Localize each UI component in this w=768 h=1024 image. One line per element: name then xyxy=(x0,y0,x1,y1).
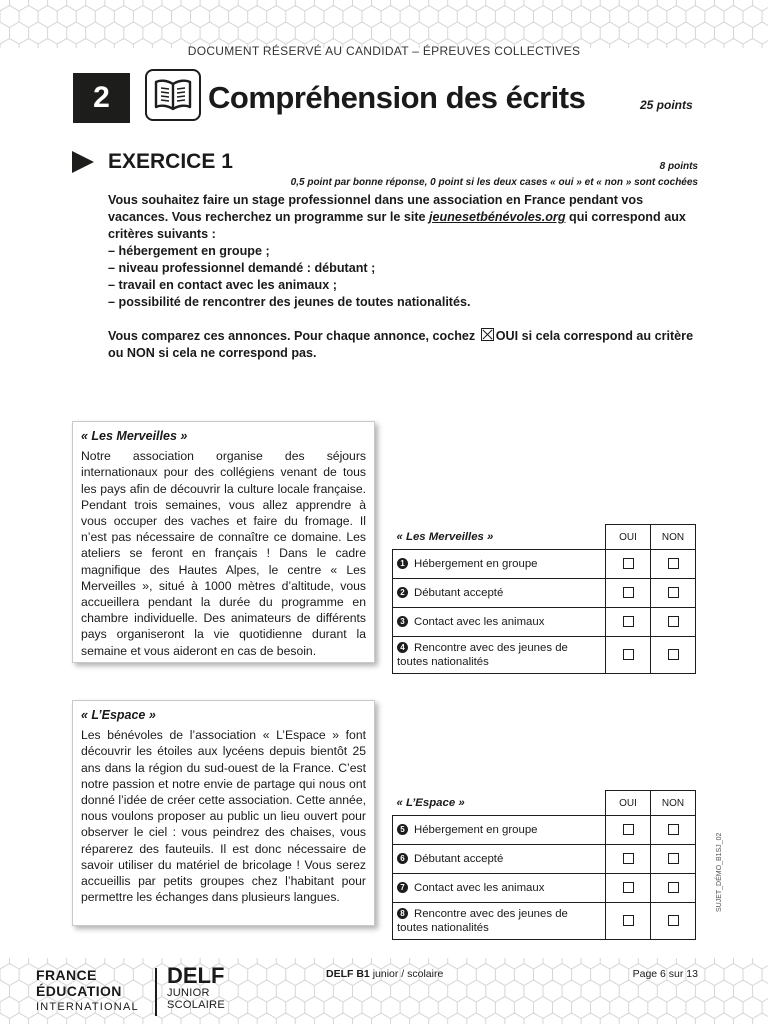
criterion-cell xyxy=(393,608,606,637)
delf-title: DELF xyxy=(167,963,225,988)
criterion-label: Débutant accepté xyxy=(414,853,504,865)
non-checkbox[interactable] xyxy=(668,558,679,569)
oui-checkbox[interactable] xyxy=(623,853,634,864)
oui-checkbox[interactable] xyxy=(623,558,634,569)
non-checkbox[interactable] xyxy=(668,587,679,598)
open-book-icon xyxy=(145,69,201,121)
table-row xyxy=(393,637,696,674)
number-badge: 6 xyxy=(397,853,408,864)
column-header-non: NON xyxy=(651,525,696,550)
logo-line: ÉDUCATION xyxy=(36,983,122,999)
non-checkbox[interactable] xyxy=(668,853,679,864)
criterion-cell xyxy=(393,637,606,674)
column-header-oui: OUI xyxy=(606,525,651,550)
column-header-non: NON xyxy=(651,791,696,816)
oui-checkbox[interactable] xyxy=(623,824,634,835)
oui-cell xyxy=(606,637,651,674)
oui-cell xyxy=(606,608,651,637)
oui-cell xyxy=(606,845,651,874)
column-header-oui: OUI xyxy=(606,791,651,816)
criterion-label: Rencontre avec des jeunes de toutes nationalités xyxy=(397,642,568,668)
number-badge: 8 xyxy=(397,908,408,919)
logo-divider xyxy=(155,968,157,1016)
oui-checkbox[interactable] xyxy=(623,649,634,660)
table-title: « L’Espace » xyxy=(393,791,606,816)
non-cell xyxy=(651,845,696,874)
oui-checkbox[interactable] xyxy=(623,616,634,627)
non-cell xyxy=(651,874,696,903)
criterion-cell xyxy=(393,845,606,874)
oui-checkbox[interactable] xyxy=(623,587,634,598)
oui-checkbox[interactable] xyxy=(623,882,634,893)
logo-line: INTERNATIONAL xyxy=(36,1001,139,1013)
criterion-label: Hébergement en groupe xyxy=(414,824,538,836)
logo-line: FRANCE xyxy=(36,967,97,983)
criterion: – niveau professionnel demandé : débutant ; xyxy=(108,261,376,275)
criterion: – travail en contact avec les animaux ; xyxy=(108,278,337,292)
non-checkbox[interactable] xyxy=(668,616,679,627)
ad-text: Notre association organise des séjours internationaux pour des collégiens venant de tous les pays afin de découvrir la culture locale française. Pendant trois semaines, vous allez apprendre à vous occuper des vaches et faire du fromage. Il n’est pas nécessaire de connaître ce domaine. Les ateliers se feront en français ! Dans le cadre magnifique des Hautes Alpes, le centre « Les Merveilles », situé à 1000 mètres d’altitude, vous accueillera pendant la durée du programme en chambre individuelle. Des animateurs de différents pays organiseront la vie quotidienne durant la semaine et vous aideront en cas de besoin. xyxy=(81,449,366,658)
instruction-text: Vous comparez ces annonces. Pour chaque annonce, cochez xyxy=(108,329,476,343)
ad-text: Les bénévoles de l’association « L’Espace » font découvrir les étoiles aux lycéens depuis bientôt 25 ans dans la région du sud-ouest de la France. C’est notre passion et notre envie de partage qui nous ont donné l’idée de créer cette association. Cette année, nous voulons proposer au public un lieu ouvert pour observer le ciel : vous peindrez des chaises, vous réparerez des fauteuils. Il est donc nécessaire de savoir utiliser du matériel de bricolage ! Vous serez accueillis par petits groupes chez l’habitant pour permettre les échanges dans plusieurs langues. xyxy=(81,728,366,905)
table-row xyxy=(393,550,696,579)
non-checkbox[interactable] xyxy=(668,882,679,893)
table-title: « Les Merveilles » xyxy=(393,525,606,550)
delf-logo xyxy=(167,965,225,1011)
criterion-cell xyxy=(393,903,606,940)
oui-cell xyxy=(606,579,651,608)
exercise-arrow-icon xyxy=(72,151,94,173)
criterion-label: Contact avec les animaux xyxy=(414,882,545,894)
section-title: Compréhension des écrits xyxy=(208,80,586,115)
criterion-label: Rencontre avec des jeunes de toutes nationalités xyxy=(397,908,568,934)
exercise-scoring: 0,5 point par bonne réponse, 0 point si les deux cases « oui » et « non » sont cochées xyxy=(290,177,698,188)
intro-text-end: qui correspond aux critères suivants : xyxy=(108,210,686,241)
criterion-label: Débutant accepté xyxy=(414,587,504,599)
oui-cell xyxy=(606,816,651,845)
ad-title: « L’Espace » xyxy=(81,708,156,722)
number-badge: 3 xyxy=(397,616,408,627)
table-row xyxy=(393,816,696,845)
website-link: jeunesetbénévoles.org xyxy=(429,210,566,224)
number-badge: 2 xyxy=(397,587,408,598)
table-row xyxy=(393,845,696,874)
table-row xyxy=(393,903,696,940)
answer-table-les-merveilles xyxy=(392,524,696,674)
number-badge: 4 xyxy=(397,642,408,653)
exam-level: DELF B1 xyxy=(326,968,370,980)
criteria-list xyxy=(108,243,702,311)
exam-variant: junior / scolaire xyxy=(372,968,444,980)
non-checkbox[interactable] xyxy=(668,915,679,926)
exercise-points: 8 points xyxy=(659,161,698,172)
header-note: DOCUMENT RÉSERVÉ AU CANDIDAT – ÉPREUVES COLLECTIVES xyxy=(187,44,581,58)
criterion-label: Hébergement en groupe xyxy=(414,558,538,570)
non-checkbox[interactable] xyxy=(668,649,679,660)
criterion-label: Contact avec les animaux xyxy=(414,616,545,628)
non-cell xyxy=(651,579,696,608)
criterion-cell xyxy=(393,816,606,845)
non-cell xyxy=(651,637,696,674)
france-education-international-logo xyxy=(36,967,139,1015)
criterion-cell xyxy=(393,550,606,579)
non-cell xyxy=(651,608,696,637)
page-number: Page 6 sur 13 xyxy=(632,968,698,980)
criterion: – possibilité de rencontrer des jeunes de toutes nationalités. xyxy=(108,295,471,309)
oui-cell xyxy=(606,550,651,579)
oui-checkbox[interactable] xyxy=(623,915,634,926)
delf-subtitle: SCOLAIRE xyxy=(167,999,226,1011)
oui-cell xyxy=(606,874,651,903)
footer-exam-name xyxy=(326,968,443,980)
delf-subtitle: JUNIOR xyxy=(167,987,210,999)
table-row xyxy=(393,608,696,637)
number-badge: 5 xyxy=(397,824,408,835)
exercise-instructions xyxy=(108,192,702,362)
non-cell xyxy=(651,550,696,579)
intro-paragraph xyxy=(108,192,702,243)
non-cell xyxy=(651,903,696,940)
section-points: 25 points xyxy=(640,98,693,112)
table-row xyxy=(393,874,696,903)
answer-table-l-espace xyxy=(392,790,696,940)
non-checkbox[interactable] xyxy=(668,824,679,835)
task-instruction xyxy=(108,328,702,362)
exercise-title: EXERCICE 1 xyxy=(108,150,233,173)
criterion-cell xyxy=(393,874,606,903)
intro-text: Vous souhaitez faire un stage professionnel dans une association en France pendant vos vacances. Vous recherchez un programme sur le site xyxy=(108,193,644,224)
table-row xyxy=(393,579,696,608)
ad-title: « Les Merveilles » xyxy=(81,429,188,443)
checked-box-icon xyxy=(481,328,494,341)
criterion-cell xyxy=(393,579,606,608)
hexagon-grid xyxy=(0,0,768,48)
instruction-text-end: OUI si cela correspond au critère ou NON si cela ne correspond pas. xyxy=(108,329,694,360)
criterion: – hébergement en groupe ; xyxy=(108,244,270,258)
oui-cell xyxy=(606,903,651,940)
number-badge: 1 xyxy=(397,558,408,569)
ad-card-les-merveilles xyxy=(72,421,375,663)
document-code: SUJET_DÉMO_B1SJ_02 xyxy=(716,832,723,912)
section-number: 2 xyxy=(73,73,130,123)
hexagon-pattern-top xyxy=(0,0,768,48)
number-badge: 7 xyxy=(397,882,408,893)
ad-card-l-espace xyxy=(72,700,375,926)
non-cell xyxy=(651,816,696,845)
